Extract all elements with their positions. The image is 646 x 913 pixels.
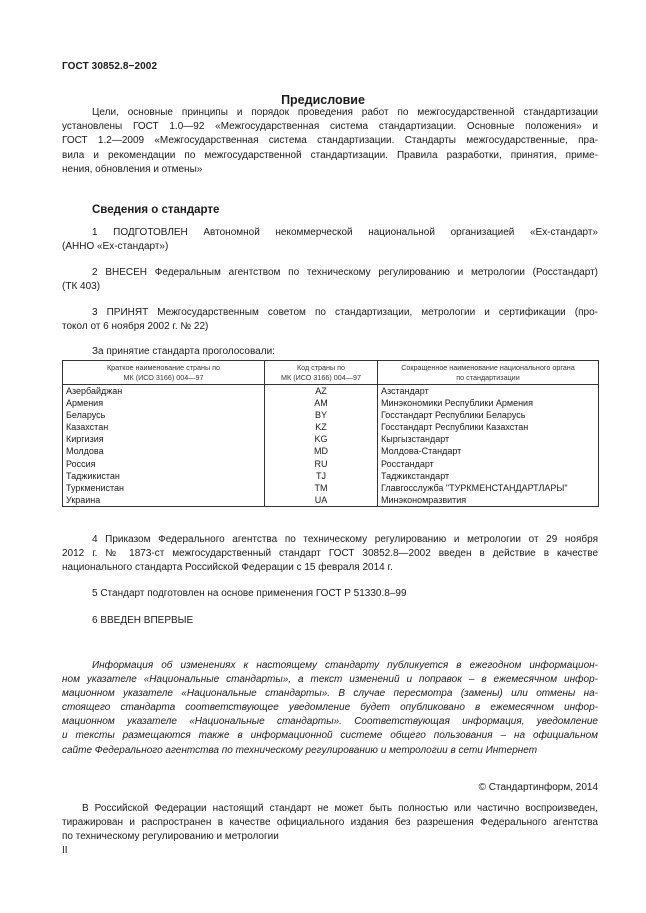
code-cell: BY <box>265 409 378 421</box>
body-cell: Минэкономики Республики Армения <box>378 397 599 409</box>
header-line: МК (ИСО 3166) 004—97 <box>281 372 361 382</box>
text-line: мационном указателе «Национальные стандарты». Соответствующая информация, уведомление <box>62 716 598 728</box>
table-row <box>63 421 599 433</box>
country-cell: Таджикистан <box>63 470 265 482</box>
table-row <box>63 458 599 470</box>
country-cell: Молдова <box>63 445 265 457</box>
text-line: нения, обновления и отмены» <box>62 163 203 175</box>
table-row <box>63 482 599 494</box>
header-line: Краткое наименование страны по <box>106 363 221 372</box>
text-line: Цели, основные принципы и порядок проведения работ по межгосударственной стандартизации <box>92 107 598 118</box>
text-line: национального стандарта Российской Федерации с 15 февраля 2014 г. <box>62 562 393 574</box>
text-line: по техническому регулированию и метрологии <box>62 831 279 843</box>
body-cell: Главгосслужба "ТУРКМЕНСТАНДАРТЛАРЫ" <box>378 482 599 494</box>
table-header-row <box>63 361 599 385</box>
country-cell: Беларусь <box>63 409 265 421</box>
column-header-code <box>265 361 378 385</box>
table-row <box>63 397 599 409</box>
country-cell: Киргизия <box>63 433 265 445</box>
code-cell: AZ <box>265 385 378 398</box>
body-cell: Госстандарт Республики Казахстан <box>378 421 599 433</box>
body-cell: Азстандарт <box>378 385 599 398</box>
table-row <box>63 494 599 507</box>
text-line: 4 Приказом Федерального агентства по техническому регулированию и метрологии от 29 ноября <box>92 534 598 545</box>
info-item-2 <box>62 266 598 294</box>
code-cell: MD <box>265 445 378 457</box>
text-line: 2 ВНЕСЕН Федеральным агентством по техническому регулированию и метрологии (Росстандарт) <box>92 267 598 278</box>
text-line: 3 ПРИНЯТ Межгосударственным советом по стандартизации, метрологии и сертификации (про- <box>92 307 598 318</box>
body-cell: Минэкономразвития <box>378 494 599 507</box>
text-line: вила и рекомендации по межгосударственной стандартизации. Правила разработки, принятия, приме- <box>62 149 598 161</box>
page-number: II <box>62 845 68 856</box>
text-line: сайте Федерального агентства по техническому регулированию и метрологии в сети Интернет <box>62 744 538 756</box>
vote-caption: За принятие стандарта проголосовали: <box>92 346 275 357</box>
table-row <box>63 433 599 445</box>
vote-table <box>62 360 599 507</box>
header-line: по стандартизации <box>456 372 520 382</box>
text-line: тиражирован и распространен в качестве официального издания без разрешения Федерального агентства <box>62 817 598 829</box>
changes-info-block <box>62 659 598 758</box>
country-cell: Украина <box>63 494 265 507</box>
body-cell: Кыргызстандарт <box>378 433 599 445</box>
text-line: и тексты размещаются также в информационной системе общего пользования – на официальном <box>62 730 598 742</box>
column-header-body <box>378 361 599 385</box>
table-row <box>63 385 599 398</box>
body-cell: Росстандарт <box>378 458 599 470</box>
standard-code-header: ГОСТ 30852.8−2002 <box>62 61 158 72</box>
standard-info-title: Сведения о стандарте <box>92 204 220 216</box>
text-line: В Российской Федерации настоящий стандарт не может быть полностью или частично воспроизведен, <box>82 803 598 814</box>
text-line: 1 ПОДГОТОВЛЕН Автономной некоммерческой национальной организацией «Ех-стандарт» <box>92 227 598 238</box>
text-line: (АННО «Ех-стандарт») <box>62 241 169 253</box>
country-cell: Казахстан <box>63 421 265 433</box>
foreword-paragraph <box>62 106 598 177</box>
info-item-6: 6 ВВЕДЕН ВПЕРВЫЕ <box>92 615 194 626</box>
table-row <box>63 470 599 482</box>
info-item-3 <box>62 306 598 334</box>
code-cell: RU <box>265 458 378 470</box>
text-line: стоящего стандарта соответствующее уведомление будет опубликовано в ежемесячном инфор- <box>62 702 598 714</box>
text-line: 2012 г. № 1873-ст межгосударственный стандарт ГОСТ 30852.8—2002 введен в действие в качестве <box>62 548 598 560</box>
header-line: Сокращенное наименование национального органа <box>401 363 575 372</box>
body-cell: Молдова-Стандарт <box>378 445 599 457</box>
code-cell: KG <box>265 433 378 445</box>
header-line: МК (ИСО 3166) 004—97 <box>123 372 204 382</box>
column-header-country <box>63 361 265 385</box>
foreword-title: Предисловие <box>281 93 365 107</box>
text-line: ГОСТ 1.2—2009 «Межгосударственная система стандартизации. Стандарты межгосударственные, пра- <box>62 135 598 147</box>
country-cell: Туркменистан <box>63 482 265 494</box>
country-cell: Армения <box>63 397 265 409</box>
code-cell: KZ <box>265 421 378 433</box>
text-line: (ТК 403) <box>62 281 101 293</box>
code-cell: TM <box>265 482 378 494</box>
text-line: токол от 6 ноября 2002 г. № 22) <box>62 321 209 333</box>
table-row <box>63 445 599 457</box>
code-cell: TJ <box>265 470 378 482</box>
country-cell: Азербайджан <box>63 385 265 398</box>
code-cell: AM <box>265 397 378 409</box>
reproduction-notice <box>62 802 598 845</box>
text-line: установлены ГОСТ 1.0—92 «Межгосударственная система стандартизации. Основные положения» и <box>62 121 598 133</box>
header-line: Код страны по <box>296 363 346 372</box>
body-cell: Госстандарт Республики Беларусь <box>378 409 599 421</box>
table-row <box>63 409 599 421</box>
body-cell: Таджикстандарт <box>378 470 599 482</box>
info-item-5: 5 Стандарт подготовлен на основе применения ГОСТ Р 51330.8–99 <box>92 588 407 599</box>
code-cell: UA <box>265 494 378 507</box>
country-cell: Россия <box>63 458 265 470</box>
copyright-notice: © Стандартинформ, 2014 <box>478 782 598 793</box>
text-line: Информация об изменениях к настоящему стандарту публикуется в ежегодном информацион- <box>92 660 598 671</box>
info-item-4 <box>62 533 598 576</box>
text-line: мационном указателе «Национальные стандарты». В случае пересмотра (замены) или отмены на- <box>62 688 598 700</box>
text-line: ном указателе «Национальные стандарты», а текст изменений и поправок – в ежемесячном инфор- <box>62 674 598 686</box>
info-item-1 <box>62 226 598 254</box>
